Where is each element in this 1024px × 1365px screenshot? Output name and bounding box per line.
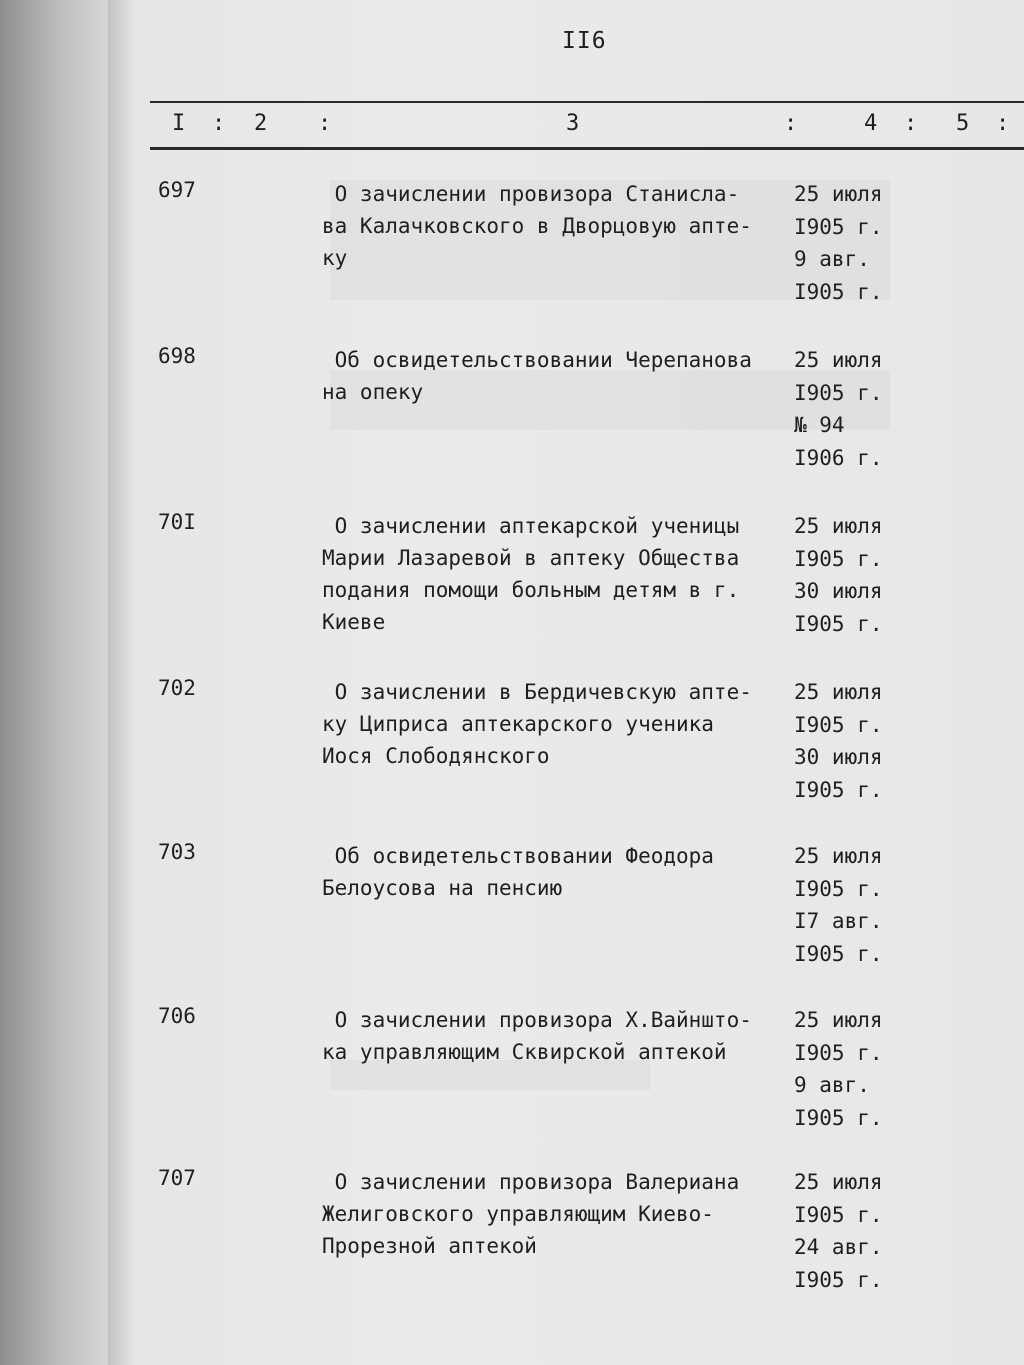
- column-separator: :: [212, 111, 226, 136]
- column-header-5: 5: [956, 111, 970, 136]
- entry-number: 706: [158, 1004, 196, 1028]
- entry-description: О зачислении провизора Валериана Желиговского управляющим Киево- Прорезной аптекой: [322, 1170, 740, 1258]
- entry-description: Об освидетельствовании Черепанова на опеку: [322, 348, 752, 404]
- column-separator: :: [996, 111, 1010, 136]
- page-number: II6: [562, 28, 607, 54]
- entry-number: 70I: [158, 510, 196, 534]
- entry-dates: 25 июля I905 г. № 94 I906 г.: [794, 348, 883, 471]
- header-rule-top: [150, 101, 1024, 103]
- entry-description: О зачислении аптекарской ученицы Марии Лазаревой в аптеку Общества подания помощи больным детям в г. Киеве: [322, 514, 740, 634]
- entry-dates: 25 июля I905 г. 30 июля I905 г.: [794, 514, 883, 637]
- entry-number: 702: [158, 676, 196, 700]
- column-separator: :: [784, 111, 798, 136]
- binding-gutter-shadow: [108, 0, 134, 1365]
- column-header-4: 4: [864, 111, 878, 136]
- column-separator: :: [904, 111, 918, 136]
- entry-description: Об освидетельствовании Феодора Белоусова на пенсию: [322, 844, 714, 900]
- entry-description: О зачислении провизора Станисла- ва Калачковского в Дворцовую апте- ку: [322, 182, 752, 270]
- column-header-3: 3: [566, 111, 580, 136]
- entry-number: 707: [158, 1166, 196, 1190]
- column-separator: :: [318, 111, 332, 136]
- entry-dates: 25 июля I905 г. 9 авг. I905 г.: [794, 1008, 883, 1131]
- entry-number: 697: [158, 178, 196, 202]
- entry-description: О зачислении в Бердичевскую апте- ку Циприса аптекарского ученика Иося Слободянского: [322, 680, 752, 768]
- header-rule-bottom: [150, 147, 1024, 150]
- column-header-2: 2: [254, 111, 268, 136]
- entry-dates: 25 июля I905 г. 30 июля I905 г.: [794, 680, 883, 803]
- entry-number: 698: [158, 344, 196, 368]
- entry-dates: 25 июля I905 г. I7 авг. I905 г.: [794, 844, 883, 967]
- entry-description: О зачислении провизора Х.Вайншто- ка управляющим Сквирской аптекой: [322, 1008, 752, 1064]
- entry-dates: 25 июля I905 г. 9 авг. I905 г.: [794, 182, 883, 305]
- entry-number: 703: [158, 840, 196, 864]
- entry-dates: 25 июля I905 г. 24 авг. I905 г.: [794, 1170, 883, 1293]
- column-header-1: I: [172, 111, 186, 136]
